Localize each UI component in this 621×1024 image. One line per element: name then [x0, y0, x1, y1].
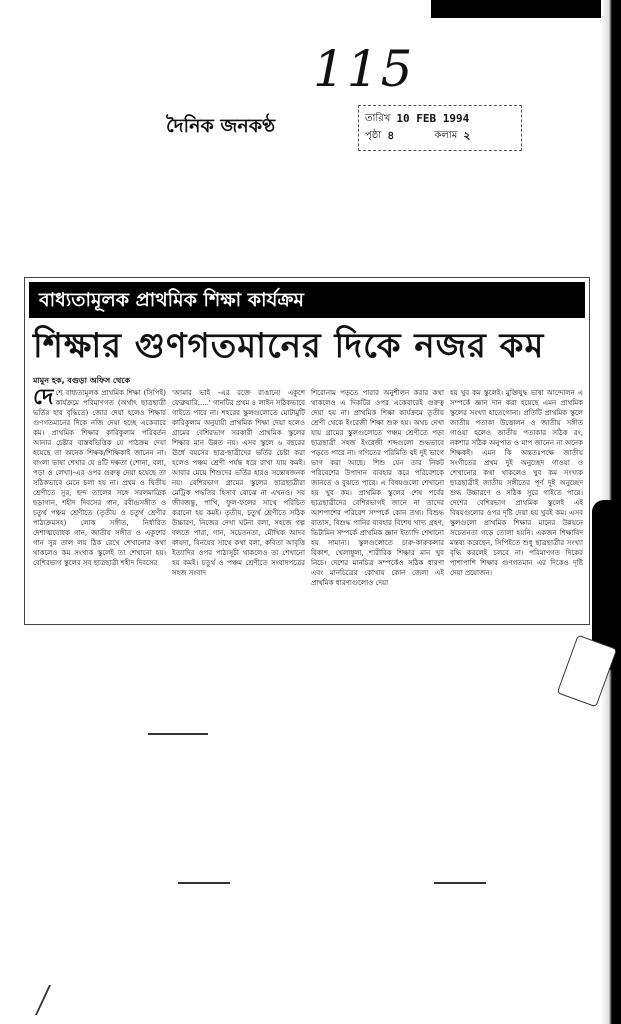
article-column-4	[450, 388, 583, 620]
stamp-column-value: ২	[463, 129, 471, 142]
stamp-page-label: পৃষ্ঠা	[365, 130, 382, 141]
scan-artifact	[148, 733, 208, 735]
handwritten-number: 115	[313, 40, 415, 98]
stamp-column-label: কলাম	[434, 130, 458, 141]
article-kicker: বাধ্যতামূলক প্রাথমিক শিক্ষা কার্যক্রম	[29, 282, 585, 318]
news-clipping	[24, 277, 590, 625]
stamp-page-value: ৪	[387, 129, 395, 142]
newspaper-masthead: দৈনিক জনকণ্ঠ	[166, 115, 276, 137]
article-column-1	[33, 388, 166, 620]
stamp-date-label: তারিখ	[365, 113, 391, 124]
column-text: 'আমার ভাই -এর রক্তে রাঙানো একুশে ফেব্রুয়ারি.....' গানটির প্রথম ৪ লাইন সঠিকভাবে গাইতে পারে না। শহরের স্কুলগুলোতে মোটামুটি কারিকুলাম অনুযায়ী প্রাথমিক শিক্ষা দেয়া হলেও গ্রামের বেশিরভাগ সরকারী প্রাথমিক স্কুলের শিক্ষার মান উন্নত নয়। এসব স্কুলে ৬ বছরের ঊর্ধে বয়সের ছাত্র-ছাত্রীদের ভর্তির চেষ্টা করা হলেও পঞ্চম শ্রেণী পর্যন্ত ধরে রাখা যায় কমই। আবার মেয়ে শিশুদের ভর্তির হারও সন্তোষজনক নয়। বেশিরভাগ গ্রামের স্কুলের ছাত্রছাত্রীরা মেট্রিক পদ্ধতির হিসাব বোঝে না এখনও। সব জীবজন্তু, পাখি, ফুল-ফলের সাথে পরিচিত করানো হয় কমই। তৃতীয়, চতুর্থ শ্রেণীতে সঠিক উচ্চারণ, নিজের দেখা ঘটনা বলা, সহজে গল্প বলতে পারা, গান, সচেতনতা, মৌখিক আদব কায়দা, বিনয়ের সাথে কথা বলা, কবিতা আবৃত্তি ইত্যাদির ওপর পাঠ্যসূচী থাকলেও তা শেখানো হয় কমই। চতুর্থ ও পঞ্চম শ্রেণীতে সংবাদপত্রের সহজ সংবাদ	[172, 389, 305, 577]
scan-edge-top	[431, 0, 601, 18]
scan-artifact	[178, 882, 230, 884]
stamp-date-value: 10 FEB 1994	[396, 112, 470, 125]
column-text: হয় খুব কম স্কুলেই। মুক্তিযুদ্ধ ভাষা আন্দোলন এ সম্পর্কে জ্ঞান দান করা হয়েছে এমন প্রাথমিক স্কুলের সংখ্যা হাতেগোনা। প্রতিটি প্রাথমিক স্কুলে জাতীয় পতাকা উত্তোলন ও জাতীয় সঙ্গীত গাওয়া হলেও জাতীয় পতাকার সঠিক রং, নকশার সঠিক অনুপাত ও মাপ জানেন না অনেক শিক্ষকই। এমন কি অন্ততঃপক্ষে জাতীয় সংগীতের প্রথম দুই অনুচ্ছেদ গাওয়া ও শেখানোর কথা থাকলেও খুব কম সংখ্যক ছাত্রছাত্রীই জাতীয় সঙ্গীতের পূর্ণ দুই অনুচ্ছেদ শুদ্ধ উচ্চারণে ও সঠিক সুরে গাইতে পারে। দেশের বেশিরভাগ প্রাথমিক স্কুলেই এই বিষয়গুলোর ওপর দৃষ্টি দেয়া হয় খুবই কম। এসব স্কুলগুলো প্রাথমিক শিক্ষার মানের উন্নয়নে সচেতনতা গড়ে তোলা হয়নি। একজন শিক্ষাবিদ মন্তব্য করেছেন, সিপিইতে শুধু ছাত্রছাত্রীর সংখ্যা বৃদ্ধি করলেই চলবে না। পরিমাণগত দিকের পাশাপাশি শিক্ষার গুণগতমান এর দিকেও দৃষ্টি দেয়া প্রয়োজন।	[450, 389, 583, 577]
article-byline: মামুন হক, বগুড়া অফিস থেকে	[33, 376, 131, 385]
scan-artifact	[434, 882, 486, 884]
article-dropcap: দে	[33, 388, 54, 410]
article-column-2	[172, 388, 305, 620]
date-stamp	[358, 105, 522, 151]
column-text: শে বাধ্যতামূলক প্রাথমিক শিক্ষা (সিপিই) কার্যক্রমে পরিমাণগত (অর্থাৎ ছাত্রছাত্রী ভর্তির হার বৃদ্ধিতে) জোর দেয়া হলেও শিক্ষার গুণগতমানের দিকে নজি দেয়া হচ্ছে একেবারে কম। প্রাথমিক শিক্ষার কারিকুলাম পরিবর্তন আনার চেষ্টার বাস্তবভিত্তিক যে পাঠক্রম দেয়া হয়েছে তা অনেক শিক্ষক/শিক্ষিকাই জানেন না। বাংলা ভাষা শেখার যে ৪টি দক্ষতা (শোনা, বলা, পড়া ও লেখা)-এর ওপর গুরুত্ব দেয়া হয়েছে তা সঠিকভাবে মেনে চলা হয় না। প্রথম ও দ্বিতীয় শ্রেণীতে সুর, ছন্দ তালের সঙ্গে সরলমাত্রিক ছড়াগান, শহীদ দিবসের গান, রবীন্দ্রসঙ্গীত ও চতুর্থ পঞ্চম শ্রেণীতে (তৃতীয় ও চতুর্থ শ্রেণীর পাঠ্যক্রমসহ) লোক সঙ্গীত, নির্ধারিত দেশাত্মবোধক গান, জাতীয় সঙ্গীত ও একুশের গান সুর তাল লয় ঠিক রেখে শেখানোর কথা থাকলেও কম সংখ্যক স্কুলেই তা শেখানো হয়। বেশিরভাগ স্কুলের সব ছাত্রছাত্রী শহীদ দিবসের	[33, 389, 166, 567]
column-text: শিরোনাম পড়তে পারার অনুশীলন করার কথা থাকলেও এ দিকটির ওপর একেবারেই গুরুত্ব দেয়া হয় না। প্রাথমিক শিক্ষা কার্যক্রমে তৃতীয় শ্রেণী থেকে ইংরেজী শিক্ষা শুরু হয়। অথচ দেখা যায় গ্রামের স্কুলগুলোতে পঞ্চম শ্রেণীতে পড়া ছাত্রছাত্রী সহজ ইংরেজী শব্দগুলো শুদ্ধভাবে পড়তে পারে না। গণিতের পরিমিতি বই দুই ভাগে ভাগ করা আছে। শিশু যেন তার নিকট পরিবেশের উপাদান ব্যবহার করে পরিবেশকে জানতে ও বুঝতে পারে। এ বিষয়গুলো শেখানো হয় খুব কম। প্রাথমিক স্কুলের শেষ পর্বের ছাত্রছাত্রীদের বেশিরভাগই জানে না তাদের আশপাশের পরিবেশ সম্পর্কে কোন তথ্য। বিশুদ্ধ বাতাস, বিশুদ্ধ পানির ব্যবহার বিশেষ খাদ্য গ্রহণ, ভিটামিন সম্পর্কে প্রাথমিক জ্ঞান ইত্যাদি শেখানো হয় সামান্য। স্কুলগুলোতে চারু-কারুকলার বিকাশ, খেলাধুলা, শারীরিক শিক্ষার মান খুব নিচে। দেশের মানচিত্র সম্পর্কেও সঠিক ধারণা এবং মানচিত্রের কোথায় কোন জেলা এই প্রাথমিক ধারণাগুলোও দেয়া	[311, 389, 444, 587]
page-corner-mark	[21, 985, 51, 1015]
article-column-3	[311, 388, 444, 620]
article-body	[33, 388, 583, 620]
article-headline: শিক্ষার গুণগতমানের দিকে নজর কম	[33, 326, 545, 366]
